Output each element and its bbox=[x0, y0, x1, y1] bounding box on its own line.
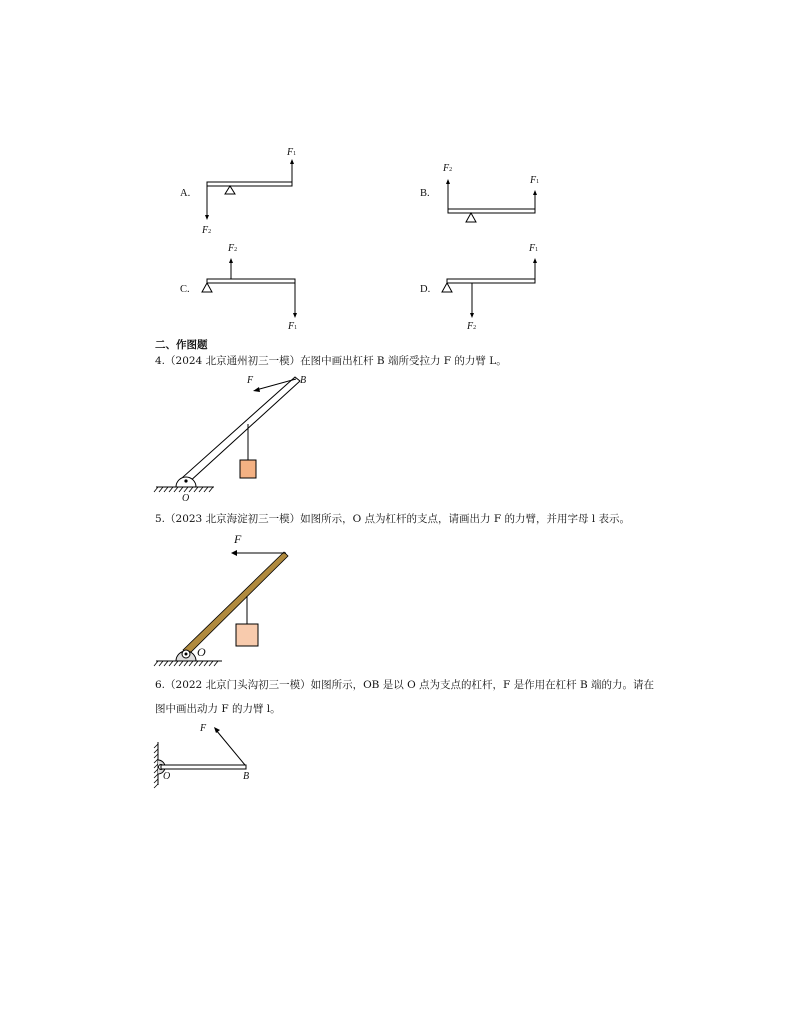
label-o: O bbox=[163, 771, 171, 782]
arrowhead bbox=[470, 313, 474, 318]
section-title: 二、作图题 bbox=[155, 339, 208, 351]
arrowhead bbox=[533, 258, 537, 263]
pivot-dot bbox=[184, 479, 187, 482]
option-c-letter: C. bbox=[180, 284, 190, 295]
option-a-letter: A. bbox=[180, 188, 191, 199]
label-f1: F1 bbox=[287, 147, 297, 158]
arrowhead bbox=[253, 387, 260, 392]
option-d-letter: D. bbox=[420, 284, 431, 295]
pivot-dot bbox=[185, 653, 188, 656]
fulcrum-triangle bbox=[442, 283, 452, 292]
fulcrum-triangle bbox=[466, 213, 476, 222]
fulcrum-triangle bbox=[225, 186, 235, 194]
label-f2: F2 bbox=[467, 321, 477, 332]
arrowhead bbox=[205, 215, 209, 220]
label-f: F bbox=[200, 723, 207, 734]
question-6-text-line-2: 图中画出动力 F 的力臂 l。 bbox=[155, 703, 281, 715]
ground-hatching bbox=[154, 661, 218, 666]
option-b-diagram bbox=[440, 160, 550, 230]
label-f2: F2 bbox=[202, 225, 212, 236]
arrowhead bbox=[214, 727, 220, 733]
question-5-diagram bbox=[150, 530, 300, 670]
lever-bar bbox=[161, 765, 246, 769]
label-f2: F2 bbox=[443, 163, 453, 174]
fulcrum-triangle bbox=[202, 283, 212, 292]
question-4-text: 4.（2024 北京通州初三一模）在图中画出杠杆 B 端所受拉力 F 的力臂 L。 bbox=[155, 355, 507, 367]
label-f: F bbox=[234, 532, 242, 546]
arrowhead bbox=[533, 190, 537, 195]
label-o: O bbox=[197, 645, 206, 659]
label-f2: F2 bbox=[228, 243, 238, 254]
wall-hatching bbox=[154, 744, 158, 788]
hanging-weight bbox=[236, 624, 258, 646]
force-arrow bbox=[216, 730, 245, 765]
lever-bar bbox=[447, 279, 535, 283]
label-f1: F1 bbox=[530, 175, 540, 186]
arrowhead bbox=[231, 550, 237, 556]
question-5-text: 5.（2023 北京海淀初三一模）如图所示，O 点为杠杆的支点，请画出力 F 的力臂，并用字母 l 表示。 bbox=[155, 513, 631, 525]
lever-bar bbox=[448, 209, 535, 213]
label-b: B bbox=[300, 375, 307, 386]
label-b: B bbox=[243, 771, 250, 782]
question-4-diagram bbox=[150, 372, 320, 507]
label-o: O bbox=[182, 493, 190, 504]
label-f1: F1 bbox=[529, 243, 539, 254]
lever-bar bbox=[207, 279, 295, 283]
arrowhead bbox=[229, 258, 233, 263]
option-b-letter: B. bbox=[420, 188, 430, 199]
lever-bar bbox=[207, 182, 292, 186]
label-f1: F1 bbox=[288, 321, 298, 332]
label-f: F bbox=[247, 375, 254, 386]
hanging-weight bbox=[240, 460, 256, 478]
arrowhead bbox=[446, 179, 450, 184]
arrowhead bbox=[293, 313, 297, 318]
question-6-text-line-1: 6.（2022 北京门头沟初三一模）如图所示，OB 是以 O 点为支点的杠杆，F 是作用在杠杆 B 端的力。请在 bbox=[155, 679, 655, 691]
